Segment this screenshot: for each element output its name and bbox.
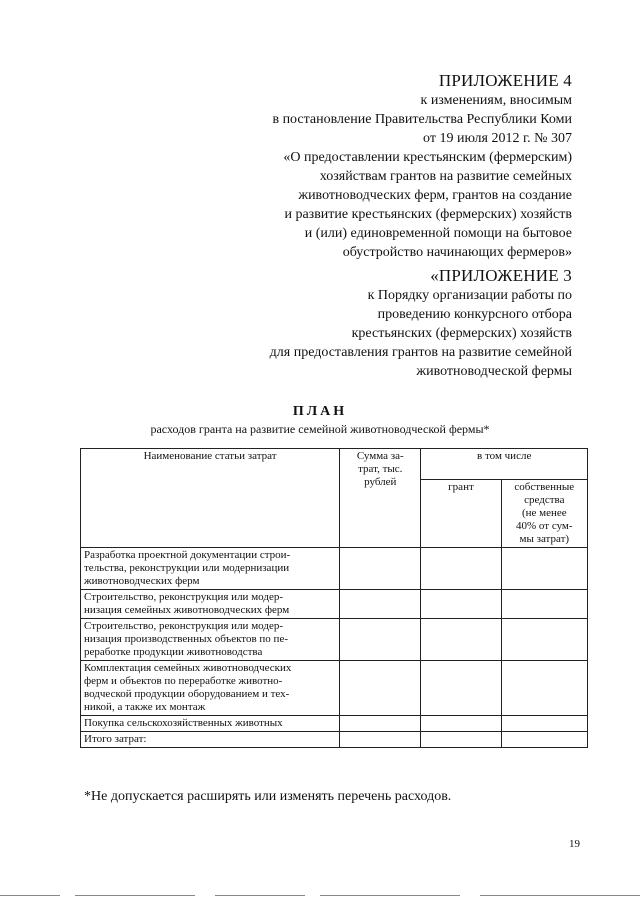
annex4-line: животноводческих ферм, грантов на создание [298,188,572,203]
row-expense-name [81,548,340,590]
annex4-line: хозяйствам грантов на развитие семейных [319,169,572,184]
row-name-line: Итого затрат: [84,733,147,745]
row-own-cell [501,548,587,590]
row-sum-cell [340,732,421,748]
row-grant-cell [421,716,501,732]
row-own-cell [501,716,587,732]
header-sum-line: Сумма за- [356,450,404,462]
row-own-cell [501,661,587,716]
header-sum-line: рублей [364,476,397,488]
header-own-line: (не менее [521,507,567,519]
row-grant-cell [421,661,501,716]
scan-edge-line [75,895,195,896]
scan-edge-line [320,895,460,896]
row-sum-cell [340,661,421,716]
table-total-row [81,732,588,748]
header-expense-item: Наименование статьи затрат [81,449,340,548]
row-name-line: низация семейных животноводческих ферм [84,604,290,616]
row-expense-name [81,661,340,716]
annex4-line: и (или) единовременной помощи на бытовое [304,226,572,241]
scan-edge-line [215,895,305,896]
row-name-line: Строительство, реконструкция или модер- [84,591,283,603]
row-expense-name [81,590,340,619]
row-name-line: реработке продукции животноводства [84,646,263,658]
row-grant-cell [421,590,501,619]
row-own-cell [501,590,587,619]
row-name-line: животноводческих ферм [84,575,200,587]
row-name-line: Разработка проектной документации строи- [84,549,291,561]
row-name-line: Строительство, реконструкция или модер- [84,620,283,632]
table-row [81,590,588,619]
annex4-line: обустройство начинающих фермеров» [342,245,572,260]
row-sum-cell [340,548,421,590]
header-own-funds [501,480,587,548]
plan-heading [0,403,640,437]
scan-edge-line [0,895,60,896]
row-grant-cell [421,732,501,748]
annex3-line: к Порядку организации работы по [367,288,572,303]
expense-plan-table [80,448,588,748]
row-own-cell [501,732,587,748]
row-expense-name [81,732,340,748]
table-row [81,619,588,661]
annex4-title: ПРИЛОЖЕНИЕ 4 [438,71,572,90]
header-own-line: собственные [514,481,575,493]
annex4-line: от 19 июля 2012 г. № 307 [423,131,572,146]
plan-title: ПЛАН [292,404,348,419]
header-own-line: 40% от сум- [516,520,573,532]
row-sum-cell [340,619,421,661]
row-expense-name [81,619,340,661]
annex3-line: животноводческой фермы [416,364,572,379]
row-sum-cell [340,590,421,619]
scan-edge-line [480,895,640,896]
row-name-line: Комплектация семейных животноводческих [84,662,292,674]
annex3-line: проведению конкурсного отбора [377,307,572,322]
table-row [81,661,588,716]
row-own-cell [501,619,587,661]
row-expense-name [81,716,340,732]
header-total-sum [340,449,421,548]
row-grant-cell [421,619,501,661]
row-name-line: ферм и объектов по переработке животно- [84,675,283,687]
row-grant-cell [421,548,501,590]
annex3-header [212,265,572,381]
annex4-line: и развитие крестьянских (фермерских) хозяйств [284,207,572,222]
header-grant: грант [421,480,501,548]
annex3-line: для предоставления грантов на развитие семейной [269,345,572,360]
annex3-title: «ПРИЛОЖЕНИЕ 3 [430,266,572,285]
table-row [81,548,588,590]
footnote: *Не допускается расширять или изменять перечень расходов. [84,789,452,804]
annex4-line: в постановление Правительства Республики Коми [272,112,572,127]
row-name-line: никой, а также их монтаж [84,701,206,713]
annex3-line: крестьянских (фермерских) хозяйств [351,326,572,341]
row-sum-cell [340,716,421,732]
row-name-line: низация производственных объектов по пе- [84,633,288,645]
plan-subtitle: расходов гранта на развитие семейной животноводческой фермы* [150,422,490,436]
annex4-line: к изменениям, вносимым [420,93,572,108]
header-sum-line: трат, тыс. [358,463,403,475]
page-number: 19 [569,838,580,850]
annex4-header [212,70,572,262]
header-including: в том числе [421,449,588,480]
row-name-line: тельства, реконструкции или модернизации [84,562,290,574]
table-header-row [81,449,588,480]
table-row [81,716,588,732]
annex4-line: «О предоставлении крестьянским (фермерским) [283,150,572,165]
row-name-line: водческой продукции оборудованием и тех- [84,688,290,700]
row-name-line: Покупка сельскохозяйственных животных [84,717,283,729]
header-own-line: средства [524,494,565,506]
header-own-line: мы затрат) [519,533,570,545]
